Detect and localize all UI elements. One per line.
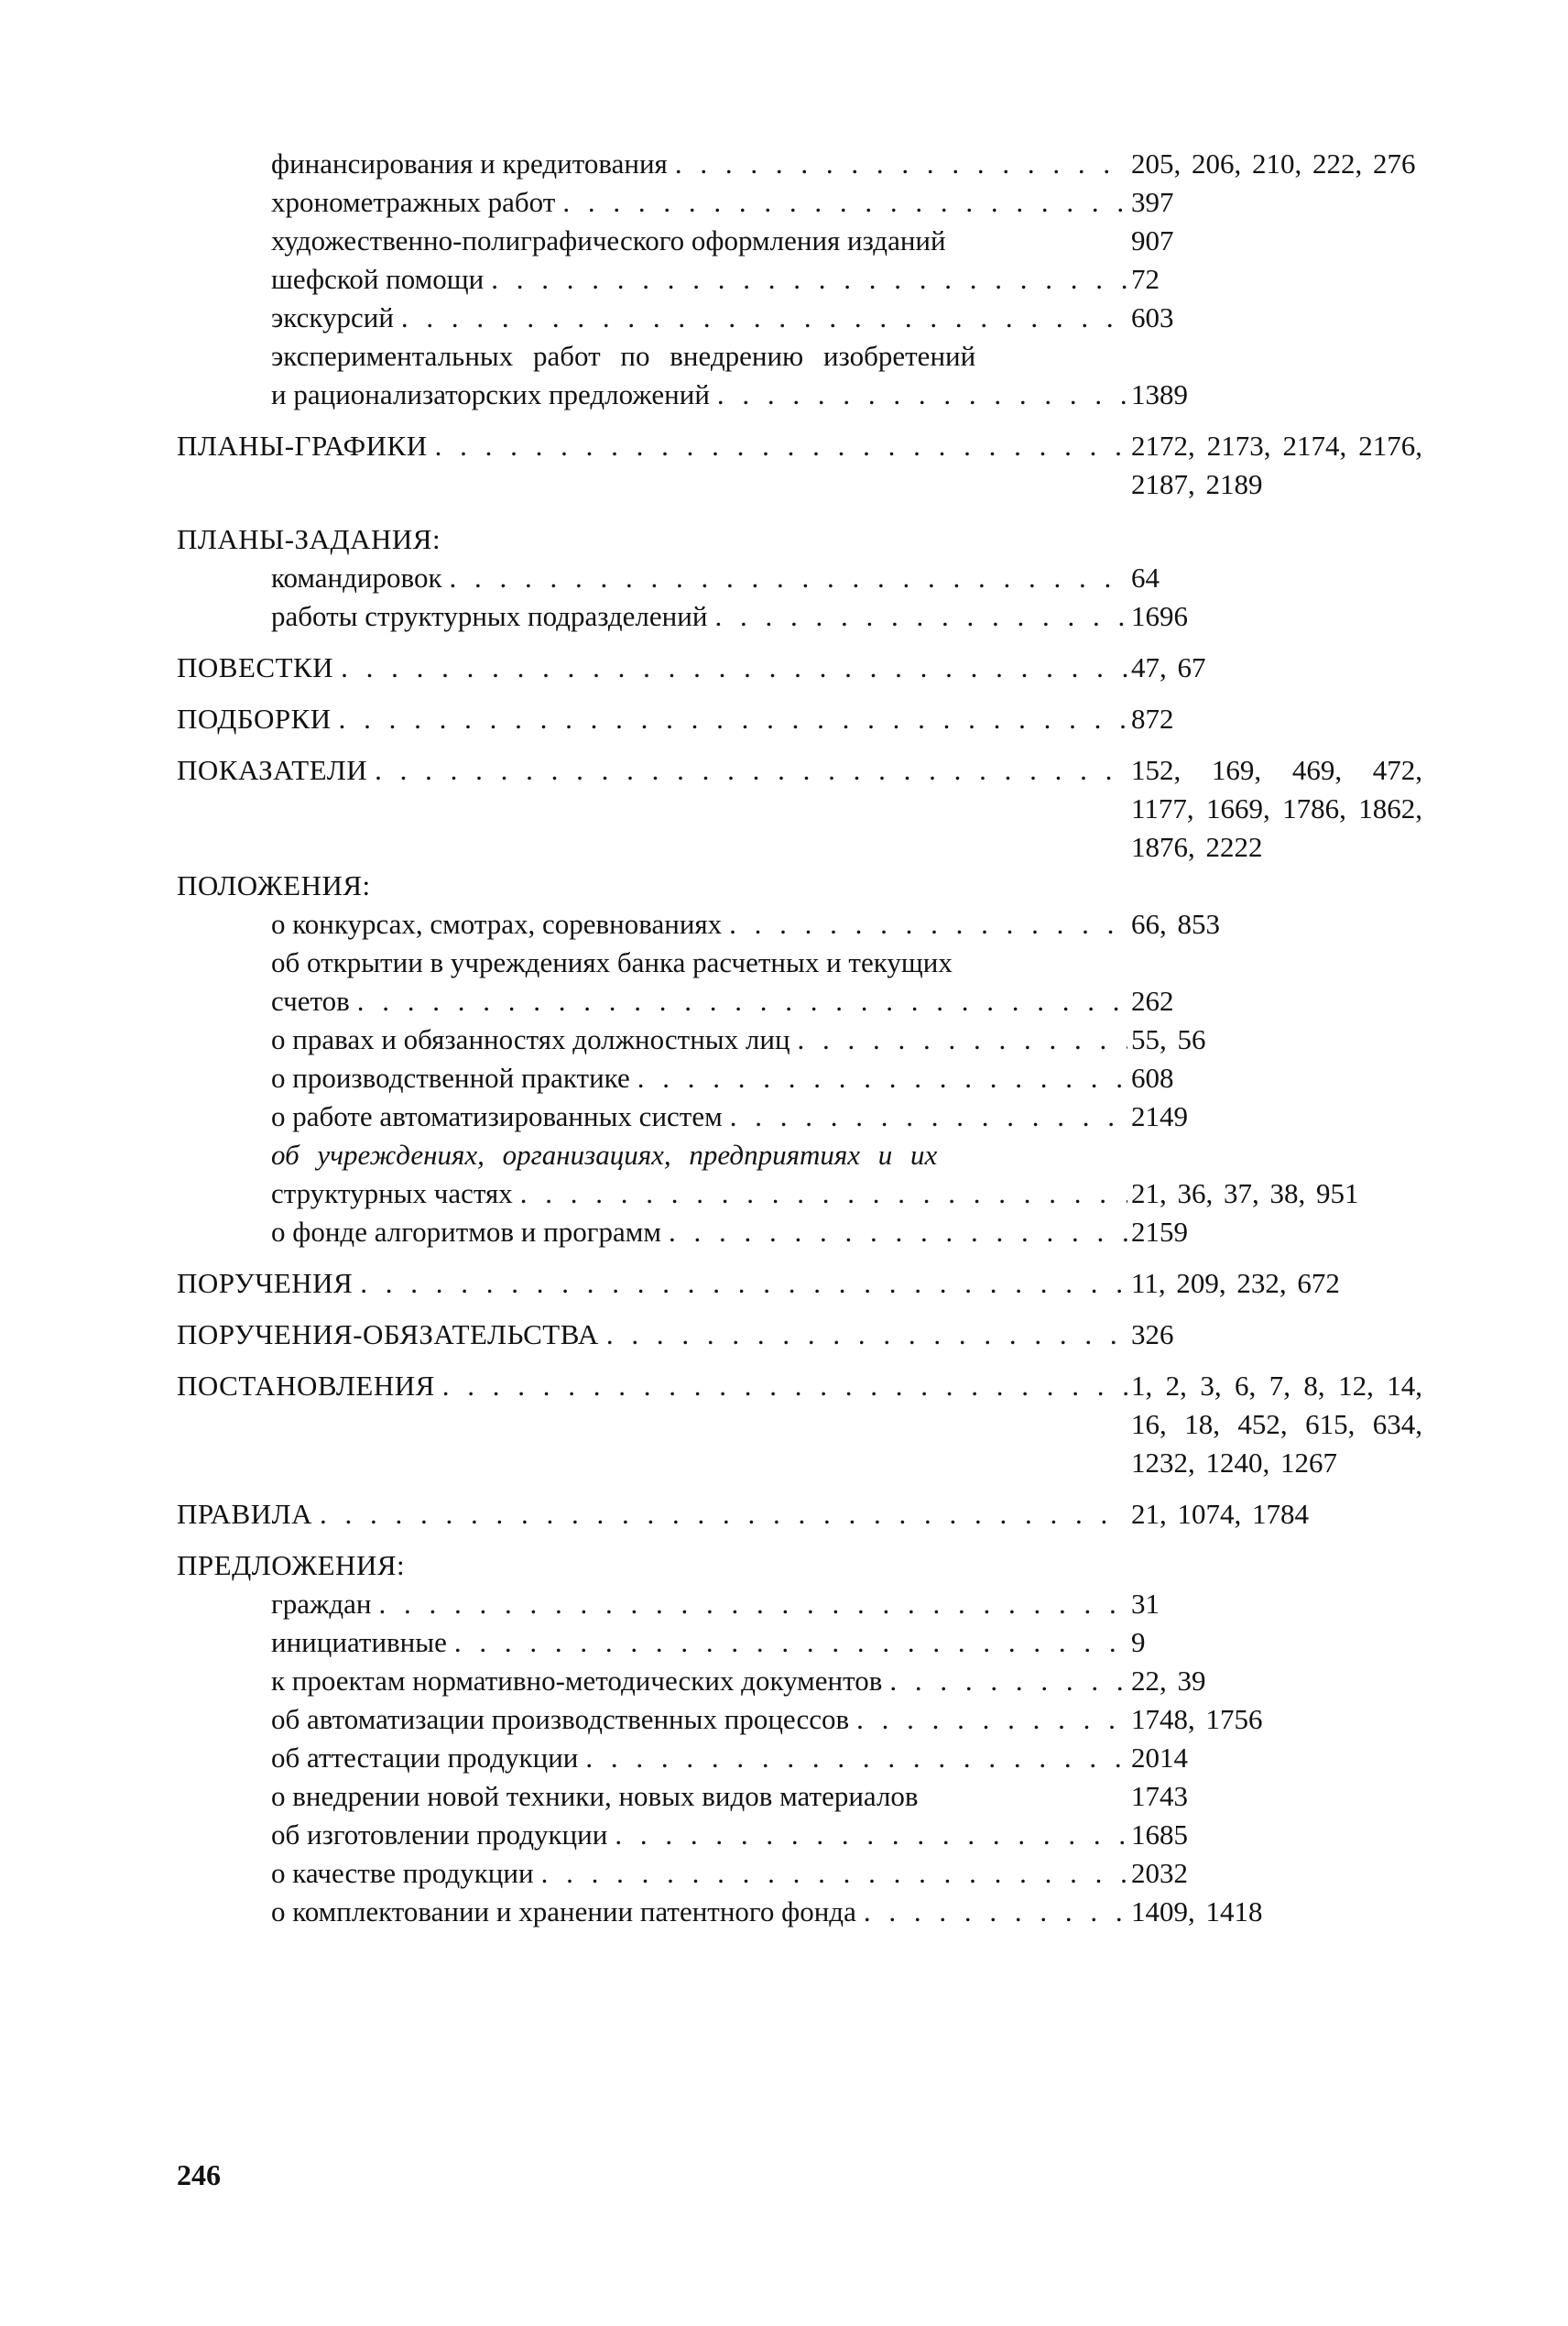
index-entry-line1 [177,337,1422,376]
leader-dots [630,1059,1127,1097]
leader-dots [599,1316,1127,1354]
entry-refs: 2159 [1131,1216,1188,1248]
leader-dots [394,299,1127,337]
entry-label: структурных частях [271,1177,513,1209]
leader-dots [555,183,1127,222]
entry-refs: 1748, 1756 [1131,1703,1263,1735]
entry-label: о фонде алгоритмов и программ [271,1216,661,1248]
entry-refs: 2032 [1131,1857,1188,1889]
leader-dots [484,260,1127,299]
heading-label: ПОРУЧЕНИЯ [177,1267,354,1299]
index-heading-entry [177,1264,1422,1303]
index-entry [177,1213,1422,1251]
index-entry [177,982,1422,1021]
index-entry [177,1623,1422,1662]
entry-label: работы структурных подразделений [271,600,708,632]
entry-label: о работе автоматизированных систем [271,1100,723,1132]
entry-refs: 2149 [1131,1100,1188,1132]
entry-refs: 55, 56 [1131,1023,1206,1055]
heading-label: ПРЕДЛОЖЕНИЯ: [177,1549,406,1581]
entry-refs: 11, 209, 232, 672 [1131,1267,1340,1299]
index-entry [177,145,1422,183]
entry-refs: 152, 169, 469, 472, 1177, 1669, 1786, 1862, 1876, 2222 [1131,754,1422,863]
entry-label: о комплектовании и хранении патентного фонда [271,1895,856,1927]
index-heading-entry [177,1316,1422,1354]
leader-dots [442,559,1128,597]
index-entry [177,299,1422,337]
entry-label: счетов [271,985,350,1017]
heading-label: ПОЛОЖЕНИЯ: [177,869,371,901]
leader-dots [513,1174,1127,1213]
index-entry [177,376,1422,414]
index-entry-line1 [177,944,1422,982]
entry-label: граждан [271,1588,372,1620]
index-heading-entry [177,427,1422,504]
entry-label: командировок [271,562,442,594]
index-entry [177,905,1422,944]
index-page [177,145,1422,1931]
entry-label: о производственной практике [271,1062,630,1094]
leader-dots [607,1816,1127,1854]
leader-dots [578,1739,1127,1777]
leader-dots [428,427,1127,465]
index-entry [177,260,1422,299]
entry-refs: 608 [1131,1062,1174,1094]
index-heading-entry [177,1367,1422,1482]
leader-dots [723,1097,1127,1136]
heading-label: ПОКАЗАТЕЛИ [177,754,368,786]
entry-refs: 1696 [1131,600,1188,632]
leader-dots [710,376,1127,414]
entry-refs: 66, 853 [1131,908,1220,940]
entry-label: о правах и обязанностях должностных лиц [271,1023,790,1055]
index-entry [177,1854,1422,1893]
index-entry [177,222,1422,260]
entry-label: экскурсий [271,301,394,333]
leader-dots [372,1585,1127,1623]
entry-refs: 1409, 1418 [1131,1895,1263,1927]
entry-refs: 64 [1131,562,1160,594]
entry-refs: 1, 2, 3, 6, 7, 8, 12, 14, 16, 18, 452, 615, 634, 1232, 1240, 1267 [1131,1370,1422,1479]
index-entry [177,559,1422,597]
heading-label: ПОСТАНОВЛЕНИЯ [177,1370,435,1402]
entry-refs: 1685 [1131,1818,1188,1851]
entry-label: художественно-полиграфического оформления изданий [271,224,946,257]
entry-label: об изготовлении продукции [271,1818,608,1851]
leader-dots [661,1213,1127,1251]
entry-label: экспериментальных работ по внедрению изобретений [271,340,976,372]
leader-dots [333,649,1127,687]
entry-refs: 21, 1074, 1784 [1131,1498,1309,1530]
leader-dots [367,751,1127,790]
entry-label: шефской помощи [271,263,485,295]
entry-label: к проектам нормативно-методических документов [271,1665,883,1697]
entry-refs: 31 [1131,1588,1160,1620]
heading-label: ПОРУЧЕНИЯ-ОБЯЗАТЕЛЬСТВА [177,1318,599,1350]
entry-label: о качестве продукции [271,1857,534,1889]
heading-label: ПОВЕСТКИ [177,651,334,683]
index-entry [177,1816,1422,1854]
index-entry-line1 [177,1136,1422,1174]
leader-dots [447,1623,1127,1662]
leader-dots [722,905,1127,944]
index-heading-entry [177,751,1422,867]
entry-label: о внедрении новой техники, новых видов материалов [271,1780,919,1812]
index-heading-entry [177,1495,1422,1534]
entry-refs: 47, 67 [1131,651,1206,683]
index-heading-entry [177,700,1422,738]
leader-dots [707,597,1127,636]
entry-label: об открытии в учреждениях банка расчетных и текущих [271,946,953,978]
leader-dots [332,700,1127,738]
heading-label: ПОДБОРКИ [177,703,332,735]
entry-label: хронометражных работ [271,186,556,218]
leader-dots [353,1264,1127,1303]
leader-dots [350,982,1127,1021]
leader-dots [856,1893,1127,1931]
index-entry [177,1700,1422,1739]
entry-refs: 22, 39 [1131,1665,1206,1697]
index-heading [177,867,1422,905]
entry-refs: 397 [1131,186,1174,218]
leader-dots [790,1021,1127,1059]
entry-refs: 21, 36, 37, 38, 951 [1131,1177,1359,1209]
entry-refs: 9 [1131,1626,1146,1658]
entry-refs: 262 [1131,985,1174,1017]
entry-refs: 205, 206, 210, 222, 276 [1131,147,1416,180]
leader-dots [312,1495,1127,1534]
heading-label: ПЛАНЫ-ГРАФИКИ [177,430,428,462]
leader-dots [882,1662,1127,1700]
index-entry [177,1893,1422,1931]
entry-refs: 1743 [1131,1780,1188,1812]
entry-refs: 603 [1131,301,1174,333]
index-heading-entry [177,649,1422,687]
entry-refs: 1389 [1131,378,1188,410]
entry-refs: 2014 [1131,1742,1188,1774]
entry-refs: 326 [1131,1318,1174,1350]
index-entry [177,1174,1422,1213]
index-entry [177,597,1422,636]
page-number: 246 [177,2158,221,2191]
entry-label: о конкурсах, смотрах, соревнованиях [271,908,723,940]
leader-dots [534,1854,1127,1893]
entry-label: об автоматизации производственных процессов [271,1703,850,1735]
entry-label: инициативные [271,1626,447,1658]
entry-refs: 907 [1131,224,1174,257]
leader-dots [668,145,1127,183]
index-entry [177,1777,1422,1816]
index-heading [177,1546,1422,1585]
index-entry [177,183,1422,222]
entry-refs: 72 [1131,263,1160,295]
leader-dots [435,1367,1127,1405]
index-entry [177,1097,1422,1136]
index-entry [177,1585,1422,1623]
entry-label: и рационализаторских предложений [271,378,710,410]
index-entry [177,1059,1422,1097]
leader-dots [849,1700,1127,1739]
entry-label: об аттестации продукции [271,1742,579,1774]
index-entry [177,1021,1422,1059]
index-entry [177,1662,1422,1700]
heading-label: ПРАВИЛА [177,1498,313,1530]
entry-refs: 2172, 2173, 2174, 2176, 2187, 2189 [1131,430,1422,500]
index-entry [177,1739,1422,1777]
index-heading [177,520,1422,559]
entry-refs: 872 [1131,703,1174,735]
heading-label: ПЛАНЫ-ЗАДАНИЯ: [177,523,441,555]
entry-label: об учреждениях, организациях, предприятиях и их [271,1139,938,1171]
entry-label: финансирования и кредитования [271,147,668,180]
